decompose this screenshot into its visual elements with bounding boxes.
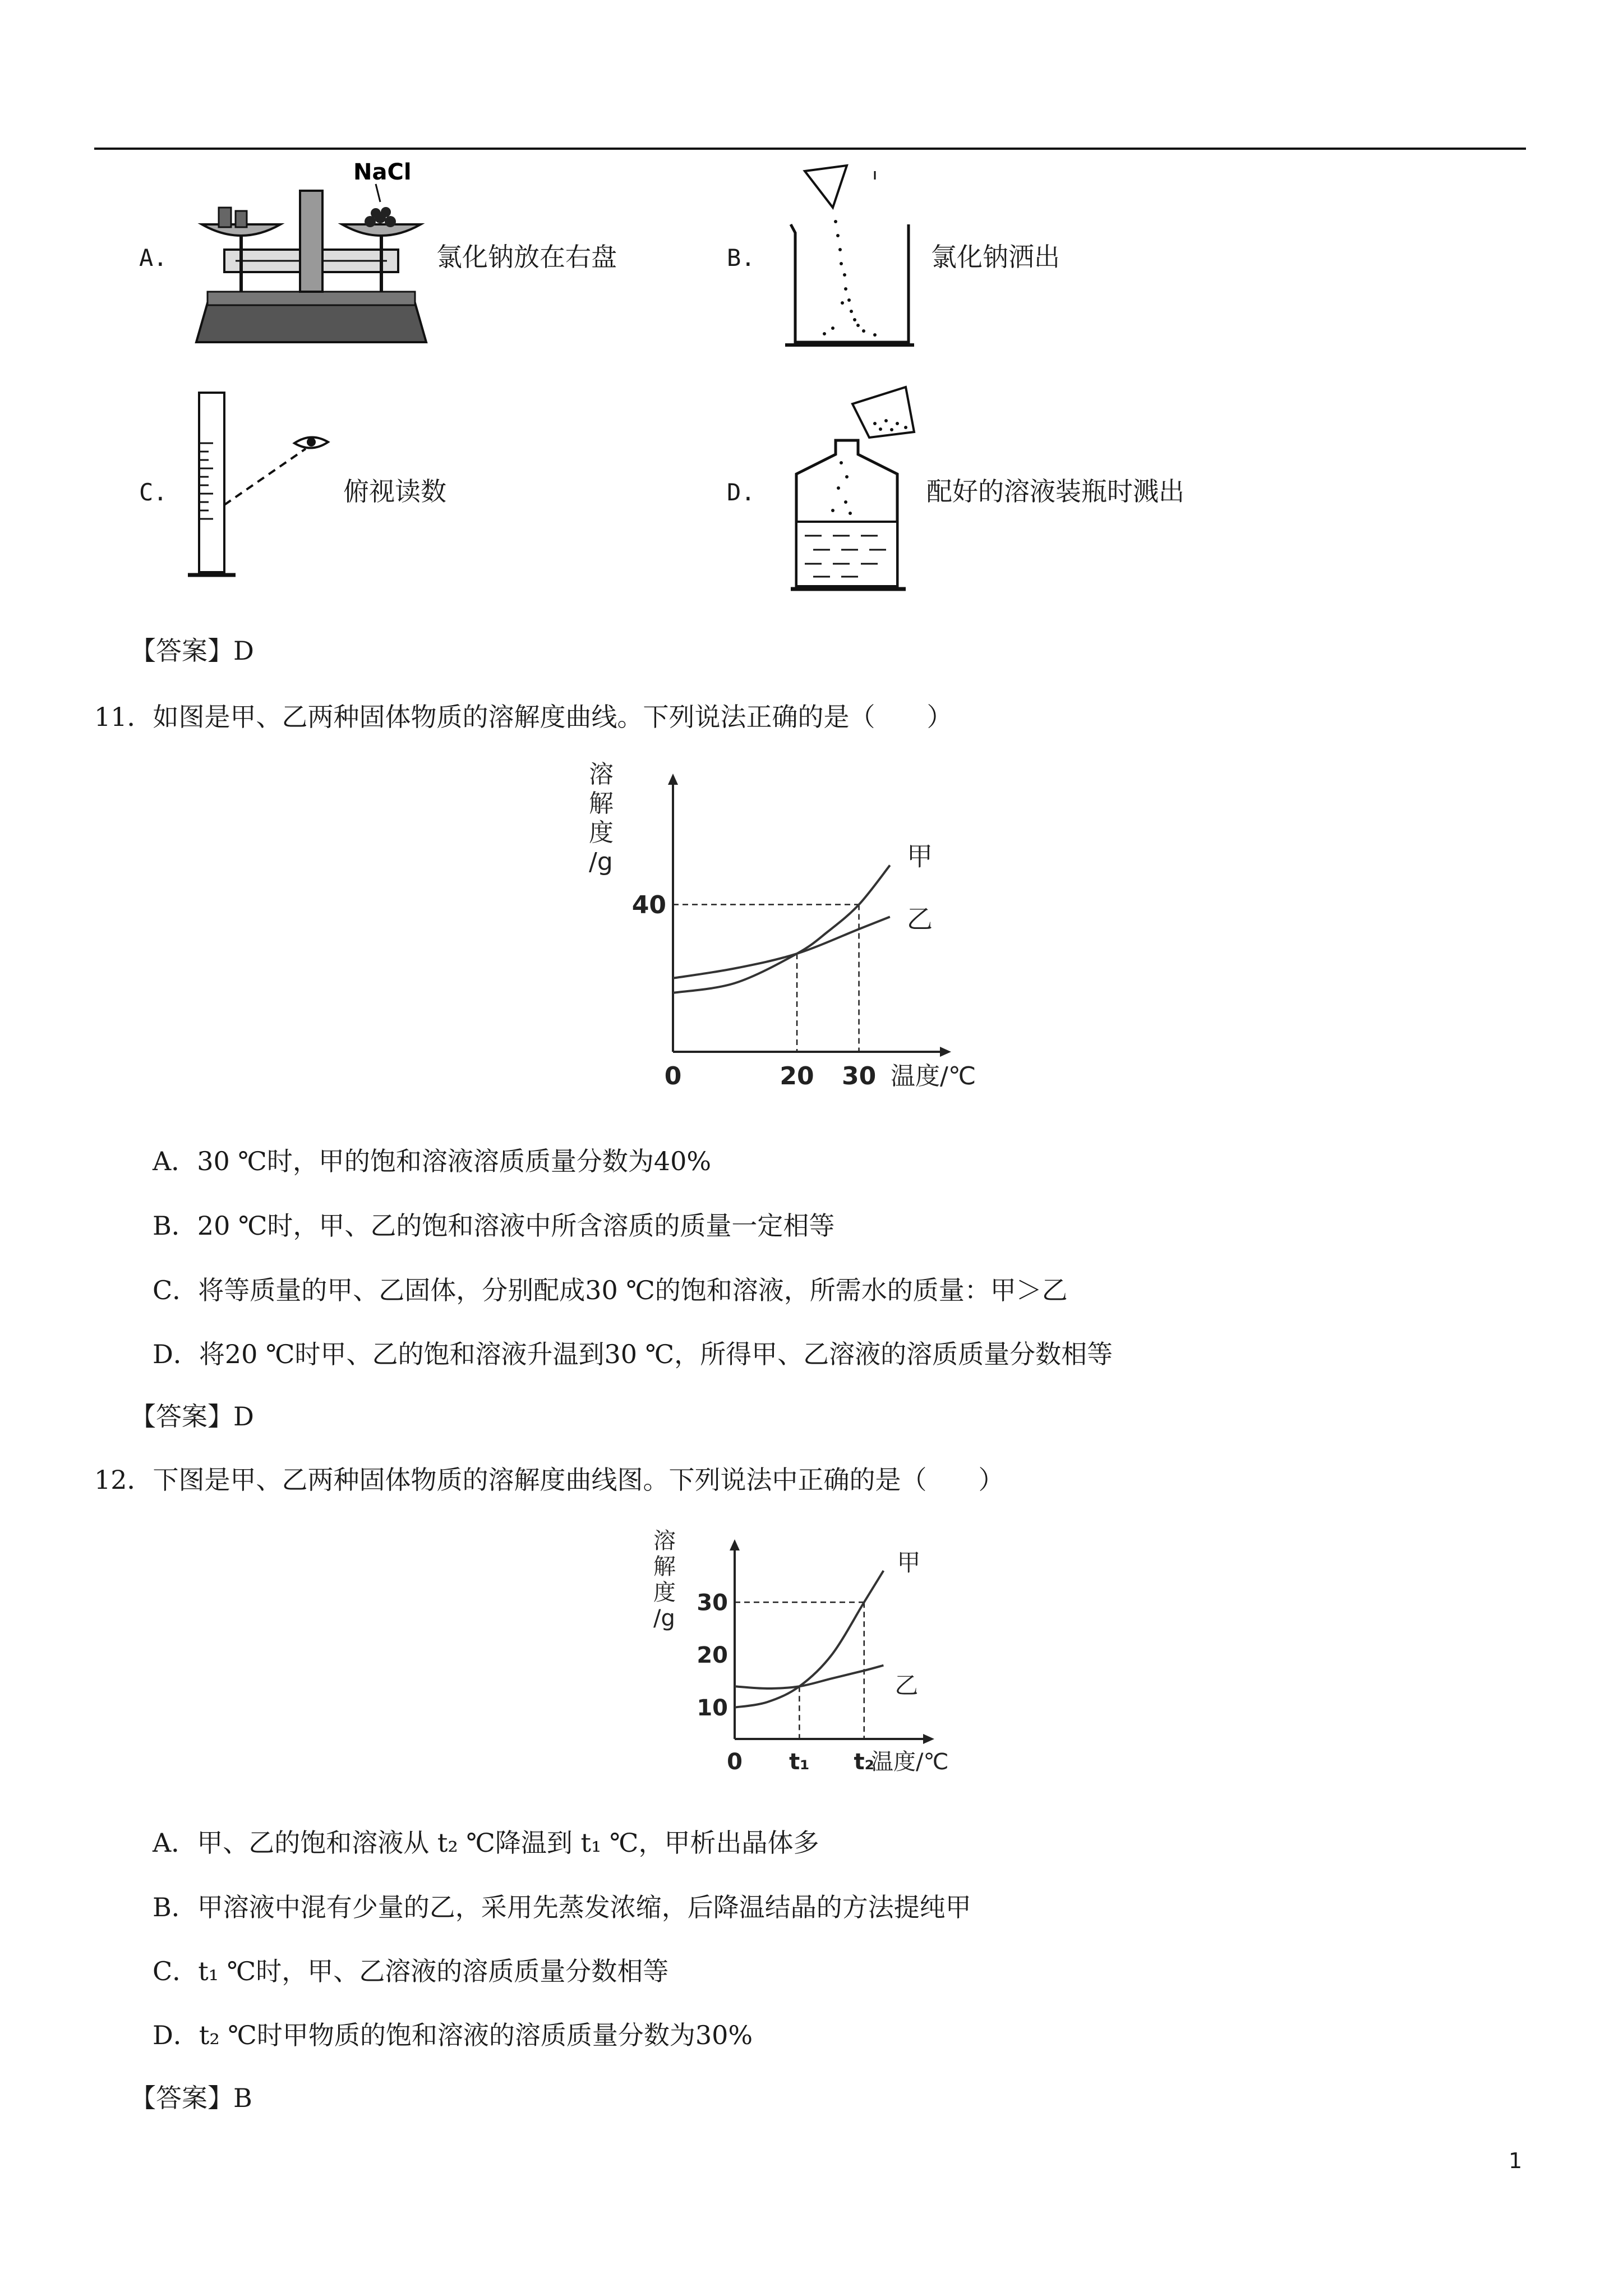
x-tick-label: t₁ (789, 1749, 810, 1775)
x-axis-label: 温度/℃ (871, 1749, 949, 1775)
x-tick-label: 30 (841, 1062, 877, 1091)
q11-stem: 11．如图是甲、乙两种固体物质的溶解度曲线。下列说法正确的是（ ） (94, 702, 953, 732)
x-tick-label: 0 (727, 1749, 743, 1775)
q12-option-d: D．t₂ ℃时甲物质的饱和溶液的溶质质量分数为30% (153, 2020, 753, 2050)
y-tick-label: 10 (697, 1695, 728, 1721)
y-axis-label: 解 (653, 1554, 676, 1580)
x-axis-label: 温度/℃ (891, 1062, 976, 1091)
q11-answer: 【答案】D (130, 1401, 254, 1432)
series-name-label: 乙 (895, 1671, 919, 1699)
x-axis-arrow (923, 1734, 934, 1744)
balance-illustration (191, 157, 432, 350)
series-line-yi (673, 917, 890, 978)
q11-solubility-chart (572, 754, 1032, 1121)
y-axis-label: 度 (589, 818, 614, 847)
option-d-letter: D. (727, 478, 755, 506)
q11-option-a: A．30 ℃时，甲的饱和溶液溶质质量分数为40% (153, 1146, 712, 1176)
q12-option-c: C．t₁ ℃时，甲、乙溶液的溶质质量分数相等 (153, 1956, 669, 1986)
q10-answer: 【答案】D (130, 636, 254, 666)
x-axis-arrow (940, 1047, 951, 1057)
series-line-jia (735, 1571, 883, 1708)
q12-option-b: B．甲溶液中混有少量的乙，采用先蒸发浓缩，后降温结晶的方法提纯甲 (153, 1892, 971, 1922)
option-a-letter: A. (139, 244, 168, 272)
series-name-label: 甲 (897, 1549, 921, 1576)
top-rule (94, 148, 1526, 150)
y-axis-label: /g (589, 848, 613, 876)
y-axis-label: /g (653, 1605, 675, 1631)
y-axis-label: 溶 (653, 1528, 676, 1554)
option-d-caption: 配好的溶液装瓶时溅出 (926, 476, 1184, 507)
option-a-caption: 氯化钠放在右盘 (436, 242, 617, 272)
series-name-label: 甲 (906, 841, 933, 872)
option-c-caption: 俯视读数 (343, 476, 446, 507)
x-tick-label: 20 (780, 1062, 814, 1091)
q11-option-d: D．将20 ℃时甲、乙的饱和溶液升温到30 ℃，所得甲、乙溶液的溶质质量分数相等 (153, 1339, 1113, 1369)
y-tick-label: 40 (631, 890, 666, 919)
bottle-pour-illustration (780, 376, 948, 597)
option-b-letter: B. (727, 244, 755, 272)
y-axis-arrow (668, 774, 678, 785)
x-tick-label: t₂ (854, 1749, 875, 1775)
q12-answer: 【答案】B (130, 2083, 252, 2113)
y-axis-arrow (730, 1539, 740, 1550)
cylinder-reading-illustration (185, 387, 342, 586)
q11-option-c: C．将等质量的甲、乙固体，分别配成30 ℃的饱和溶液，所需水的质量：甲＞乙 (153, 1275, 1068, 1305)
x-tick-label: 0 (664, 1062, 682, 1091)
y-axis-label: 度 (653, 1580, 676, 1605)
q11-option-b: B．20 ℃时，甲、乙的饱和溶液中所含溶质的质量一定相等 (153, 1211, 835, 1241)
series-name-label: 乙 (906, 904, 933, 935)
q12-option-a: A．甲、乙的饱和溶液从 t₂ ℃降温到 t₁ ℃，甲析出晶体多 (153, 1828, 819, 1858)
y-axis-label: 溶 (589, 760, 614, 789)
q12-stem: 12．下图是甲、乙两种固体物质的溶解度曲线图。下列说法中正确的是（ ） (94, 1465, 1004, 1495)
q12-solubility-chart (637, 1523, 984, 1795)
option-b-caption: 氯化钠洒出 (931, 242, 1060, 272)
page-number: 1 (1509, 2148, 1523, 2173)
beaker-spill-illustration (780, 160, 925, 353)
y-tick-label: 30 (697, 1590, 728, 1616)
option-c-letter: C. (139, 478, 168, 506)
series-line-yi (735, 1665, 883, 1688)
nacl-label: NaCl (353, 159, 412, 185)
y-axis-label: 解 (589, 789, 614, 818)
y-tick-label: 20 (697, 1642, 728, 1668)
